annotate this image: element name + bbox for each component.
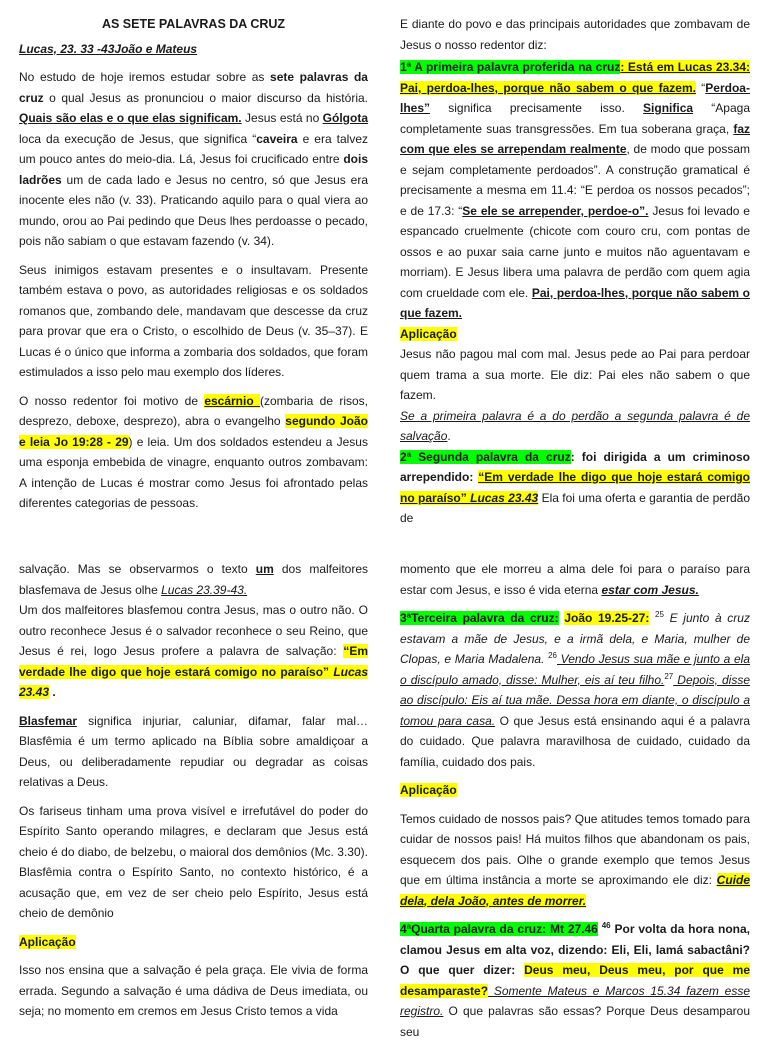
- page-subtitle: Lucas, 23. 33 -43João e Mateus: [19, 41, 198, 56]
- application-heading: Aplicação: [400, 326, 457, 341]
- salvation-line: salvação. Mas se observarmos o texto um dos malfeitores blasfemava de Jesus olhe Lucas 23.39-43.: [19, 562, 369, 597]
- page-title: AS SETE PALAVRAS DA CRUZ: [101, 17, 286, 31]
- blasphemy-paragraph: Blasfemar significa injuriar, caluniar, difamar, falar mal… Blasfêmia é um termo aplicado na Bíblia sobre amaldiçoar a Deus, ou deliberadamente repudiar ou degradar as coisas relativas a Deus.: [19, 713, 368, 789]
- intro-paragraph: No estudo de hoje iremos estudar sobre as sete palavras da cruz o qual Jesus as pronunciou o maior discurso da história. Quais são elas e o que elas significam. Jesus está no Gólgota loca da execução de Jesus, que significa “caveira e era talvez um pouco antes do meio-dia. Lá, Jesus foi crucificado entre dois ladrões um de cada lado e Jesus no centro, só que Jesus era inocente eles não (v. 33). Praticando aquilo para o qual viera ao mundo, orou ao Pai pedindo que Deus lhes perdoasse o pecado, pois não sabiam o que estavam fazendo (v. 34).: [19, 70, 368, 248]
- paradise-paragraph: momento que ele morreu a alma dele foi para o paraíso para estar com Jesus, e isso é vida eterna estar com Jesus.: [400, 562, 750, 597]
- grace-paragraph: Isso nos ensina que a salvação é pela graça. Ele vivia de forma errada. Segundo a salvação é uma dádiva de Deus imediata, ou seja; no momento em cremos em Jesus Cristo temos a vida: [19, 963, 368, 1018]
- page2-left-column: [19, 559, 368, 1030]
- application-heading-2: Aplicação: [19, 934, 76, 949]
- page-gap: [0, 528, 768, 548]
- third-word-paragraph: 3ªTerceira palavra da cruz: João 19.25-27: $^{25}$ E junto à cruz estavam a mãe de Jesus, e a irmã dela, e Maria, mulher de Clopas, e Maria Madalena. $^{26}$ Vendo Jesus sua mãe e junto a ela o discípulo amado, disse: Mulher, eis aí teu filho.$^{27}$ Depois, disse ao discípulo: Eis aí tua mãe. Dessa hora em diante, o discípulo a tomou para casa. O que Jesus está ensinando aqui é a palavra do cuidado. Que palavra maravilhosa de cuidado, cuidado da família, cuidado dos pais.: [400, 610, 751, 769]
- application-text: Jesus não pagou mal com mal. Jesus pede ao Pai para perdoar quem trama a sua morte. Ele diz: Pai eles não sabem o que fazem.: [400, 347, 750, 402]
- forgiveness-note: Se a primeira palavra é a do perdão a segunda palavra é de salvação.: [400, 408, 750, 443]
- fourth-word-paragraph: 4ªQuarta palavra da cruz: Mt 27.46 $^{46}$ Por volta da hora nona, clamou Jesus em alta voz, dizendo: Eli, Eli, lamá sabactâni? O que quer dizer: Deus meu, Deus meu, por que me desamparaste? Somente Mateus e Marcos 15.34 fazem esse registro. O que palavras são essas? Porque Deus desamparou seu: [400, 921, 750, 1039]
- first-word-paragraph: 1ª A primeira palavra proferida na cruz: Está em Lucas 23.34: Pai, perdoa-lhes, porque não sabem o que fazem. “Perdoa-lhes” significa precisamente isso. Significa “Apaga completamente suas transgressões. Em tua soberana graça, faz com que eles se arrependam realmente, de modo que possam e sejam completamente perdoados”. A construção gramatical é precisamente a mesma em 11.4: “E perdoa os nossos pecados”; e de 17.3: “Se ele se arrepender, perdoe-o”. Jesus foi levado e espancado cruelmente (chicote com couro cru, com pontas de ossos e ao puxar saia carne junto e muitos não aguentavam e morriam). E Jesus libera uma palavra de perdão com quem agia com crueldade com ele. Pai, perdoa-lhes, porque não sabem o que fazem.: [400, 60, 751, 320]
- page1-left-column: [19, 14, 368, 522]
- enemies-paragraph: Seus inimigos estavam presentes e o insultavam. Presente também estava o povo, as autoridades religiosas e os soldados romanos que, zombando dele, mandavam que descesse da cruz para provar que era o Cristo, o escolhido de Deus (v. 35–37). E Lucas é o único que informa a zombaria dos soldados, que foram estimulados a isso pelo mau exemplo dos líderes.: [19, 262, 368, 379]
- intro-line: E diante do povo e das principais autoridades que zombavam de Jesus o nosso redentor diz:: [400, 17, 750, 52]
- malefactor-paragraph: Um dos malfeitores blasfemou contra Jesus, mas o outro não. O outro reconhece Jesus é o salvador reconhece o seu Reino, que Jesus é rei, logo Jesus profere a palavra de salvação: “Em verdade lhe digo que hoje estará comigo no paraíso” Lucas 23.43 .: [19, 603, 368, 699]
- care-paragraph: Temos cuidado de nossos pais? Que atitudes temos tomado para cuidar de nossos pais! Há muitos filhos que abandonam os pais, esquecem dos pais. Olhe o grande exemplo que temos Jesus que em última instância a morte se aproximando ele diz: Cuide dela, dela João, antes de morrer.: [400, 811, 750, 908]
- page1-right-column: [400, 14, 750, 529]
- second-word-paragraph: 2ª Segunda palavra da cruz: foi dirigida a um criminoso arrependido: “Em verdade lhe digo que hoje estará comigo no paraíso” Lucas 23.43 Ela foi uma oferta e garantia de perdão de: [400, 449, 751, 525]
- application-heading-3: Aplicação: [400, 783, 457, 797]
- pharisees-paragraph: Os fariseus tinham uma prova visível e irrefutável do poder do Espírito Santo operando milagres, e declaram que Jesus está cheio é do diabo, de belzebu, o maioral dos demônios (Mc. 3.30). Blasfêmia contra o Espírito Santo, no contexto histórico, é a acusação que, em vez de ser cheio pelo Espírito, Jesus está cheio de demônio: [19, 803, 368, 920]
- page2-right-column: [400, 559, 750, 1050]
- scorn-paragraph: O nosso redentor foi motivo de escárnio (zombaria de risos, desprezo, deboxe, desprezo), abra o evangelho segundo João e leia Jo 19:28 - 29) e leia. Um dos soldados estendeu a Jesus uma esponja embebida de vinagre, enquanto outros zombavam: A intenção de Lucas é mostrar como Jesus foi afrontado pelas diferentes categorias de pessoas.: [19, 393, 368, 510]
